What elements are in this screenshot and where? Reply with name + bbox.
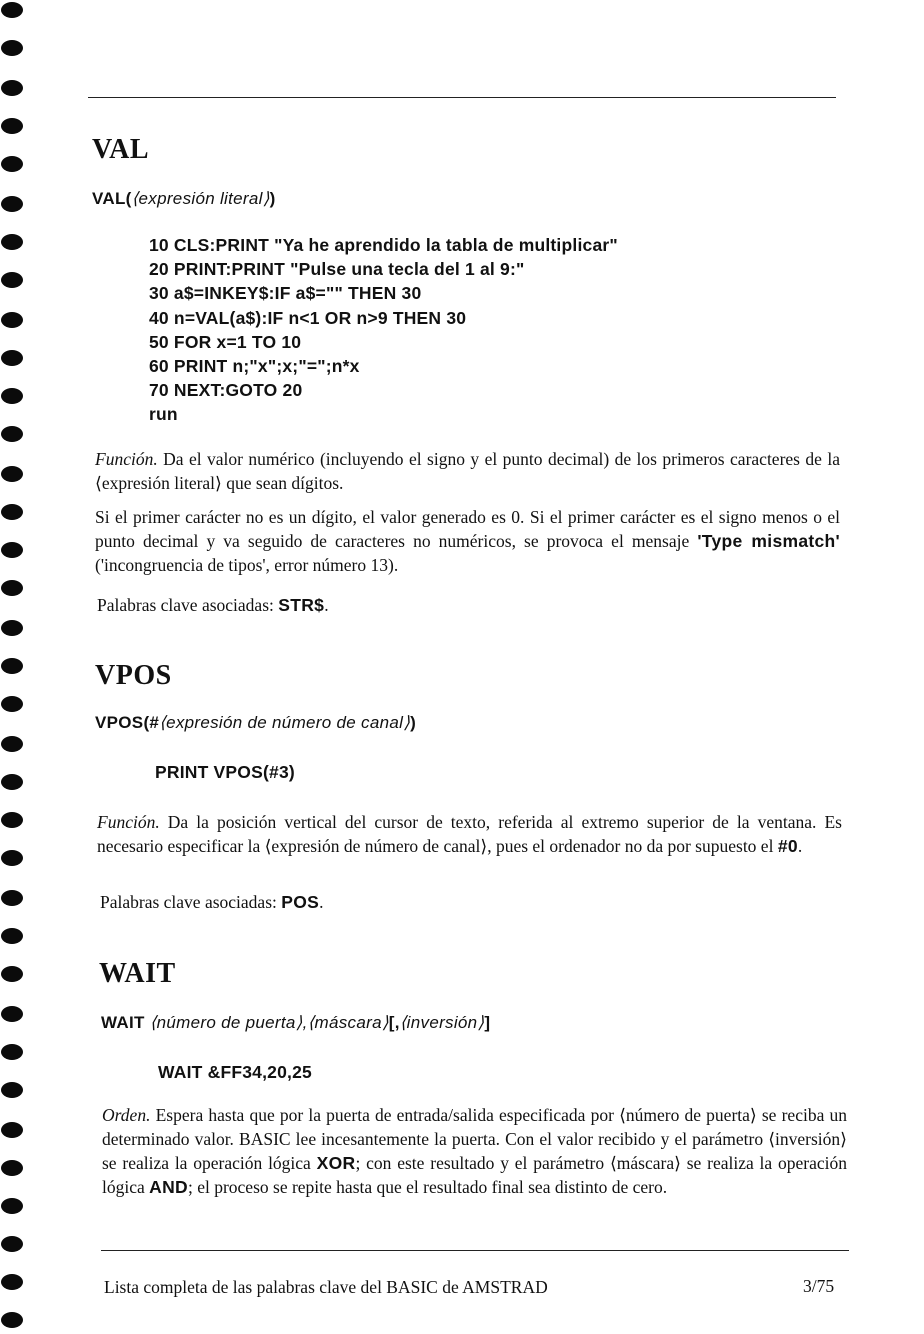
page-number: 3/75 [803, 1276, 835, 1296]
code-line: 30 a$=INKEY$:IF a$="" THEN 30 [149, 283, 422, 304]
syntax-close: ) [410, 713, 417, 732]
description-wait [102, 1103, 847, 1199]
description-vpos [97, 810, 842, 858]
syntax-optional-close: ] [484, 1013, 491, 1032]
code-example-wait [158, 1060, 312, 1084]
header-rule [88, 97, 836, 98]
error-message-keyword: 'Type mismatch' [697, 531, 840, 551]
footer-title: Lista completa de las palabras clave del BASIC de AMSTRAD [104, 1277, 548, 1297]
related-keywords-vpos [100, 890, 845, 914]
syntax-keyword: VPOS(# [95, 713, 160, 732]
code-line: run [149, 404, 178, 425]
syntax-val [92, 189, 276, 209]
description-lead: Función. [95, 449, 158, 469]
entry-title-vpos: VPOS [95, 660, 172, 691]
syntax-argument: ⟨expresión literal⟩ [131, 189, 270, 208]
footer-rule [101, 1250, 849, 1251]
description-lead: Orden. [102, 1105, 151, 1125]
description-val [95, 447, 840, 495]
syntax-keyword: WAIT [101, 1013, 150, 1032]
code-line: 60 PRINT n;"x";x;"=";n*x [149, 356, 360, 377]
related-end: . [324, 595, 329, 615]
syntax-optional-open: [, [388, 1013, 400, 1032]
xor-keyword: XOR [316, 1153, 356, 1173]
related-keyword: POS [281, 892, 320, 912]
code-example-vpos [155, 760, 295, 784]
code-line: PRINT VPOS(#3) [155, 762, 295, 782]
description-text: . [797, 836, 803, 856]
note-val [95, 505, 840, 577]
code-line: 70 NEXT:GOTO 20 [149, 380, 303, 401]
code-line: 50 FOR x=1 TO 10 [149, 331, 302, 352]
syntax-optional-argument: ⟨inversión⟩ [399, 1013, 485, 1032]
code-example-val [149, 233, 618, 427]
syntax-wait [101, 1013, 490, 1033]
syntax-argument: ⟨expresión de número de canal⟩ [159, 713, 411, 732]
description-text: ; el proceso se repite hasta que el resultado final sea distinto de cero. [187, 1177, 668, 1197]
related-keywords-val [97, 593, 842, 617]
code-line: 10 CLS:PRINT "Ya he aprendido la tabla de multiplicar" [149, 235, 618, 255]
syntax-keyword: VAL( [92, 189, 132, 208]
channel-keyword: #0 [777, 836, 798, 856]
code-line: 20 PRINT:PRINT "Pulse una tecla del 1 al 9:" [149, 259, 525, 280]
note-text: Si el primer carácter no es un dígito, el valor generado es 0. Si el primer carácter es el signo menos o el punto decimal y va seguido de caracteres no numéricos, se provoca el mensaje [95, 507, 840, 551]
code-line: 40 n=VAL(a$):IF n<1 OR n>9 THEN 30 [149, 307, 467, 328]
syntax-vpos [95, 713, 416, 733]
entry-title-val: VAL [92, 134, 150, 165]
related-end: . [319, 892, 324, 912]
description-lead: Función. [97, 812, 160, 832]
description-text: ; con este resultado y el parámetro ⟨máscara⟩ se realiza la operación lógica [102, 1153, 847, 1197]
code-line: WAIT &FF34,20,25 [158, 1062, 312, 1082]
description-text: Da la posición vertical del cursor de texto, referida al extremo superior de la ventana. Es necesario especificar la ⟨expresión de número de canal⟩, pues el ordenador no da por supuesto el [97, 812, 842, 856]
note-text: ('incongruencia de tipos', error número 13). [95, 555, 399, 575]
related-label: Palabras clave asociadas: [97, 595, 279, 615]
related-label: Palabras clave asociadas: [100, 892, 282, 912]
syntax-close: ) [269, 189, 276, 208]
description-text: Da el valor numérico (incluyendo el signo y el punto decimal) de los primeros caracteres de la ⟨expresión literal⟩ que sean dígitos. [95, 449, 840, 493]
description-text: Espera hasta que por la puerta de entrada/salida especificada por ⟨número de puerta⟩ se reciba un determinado valor. BASIC lee incesantemente la puerta. Con el valor recibido y el parámetro ⟨inversión⟩ se realiza la operación lógica [102, 1105, 847, 1173]
and-keyword: AND [149, 1177, 188, 1197]
syntax-argument: ⟨número de puerta⟩,⟨máscara⟩ [149, 1013, 389, 1032]
entry-title-wait: WAIT [99, 958, 176, 989]
related-keyword: STR$ [278, 595, 325, 615]
